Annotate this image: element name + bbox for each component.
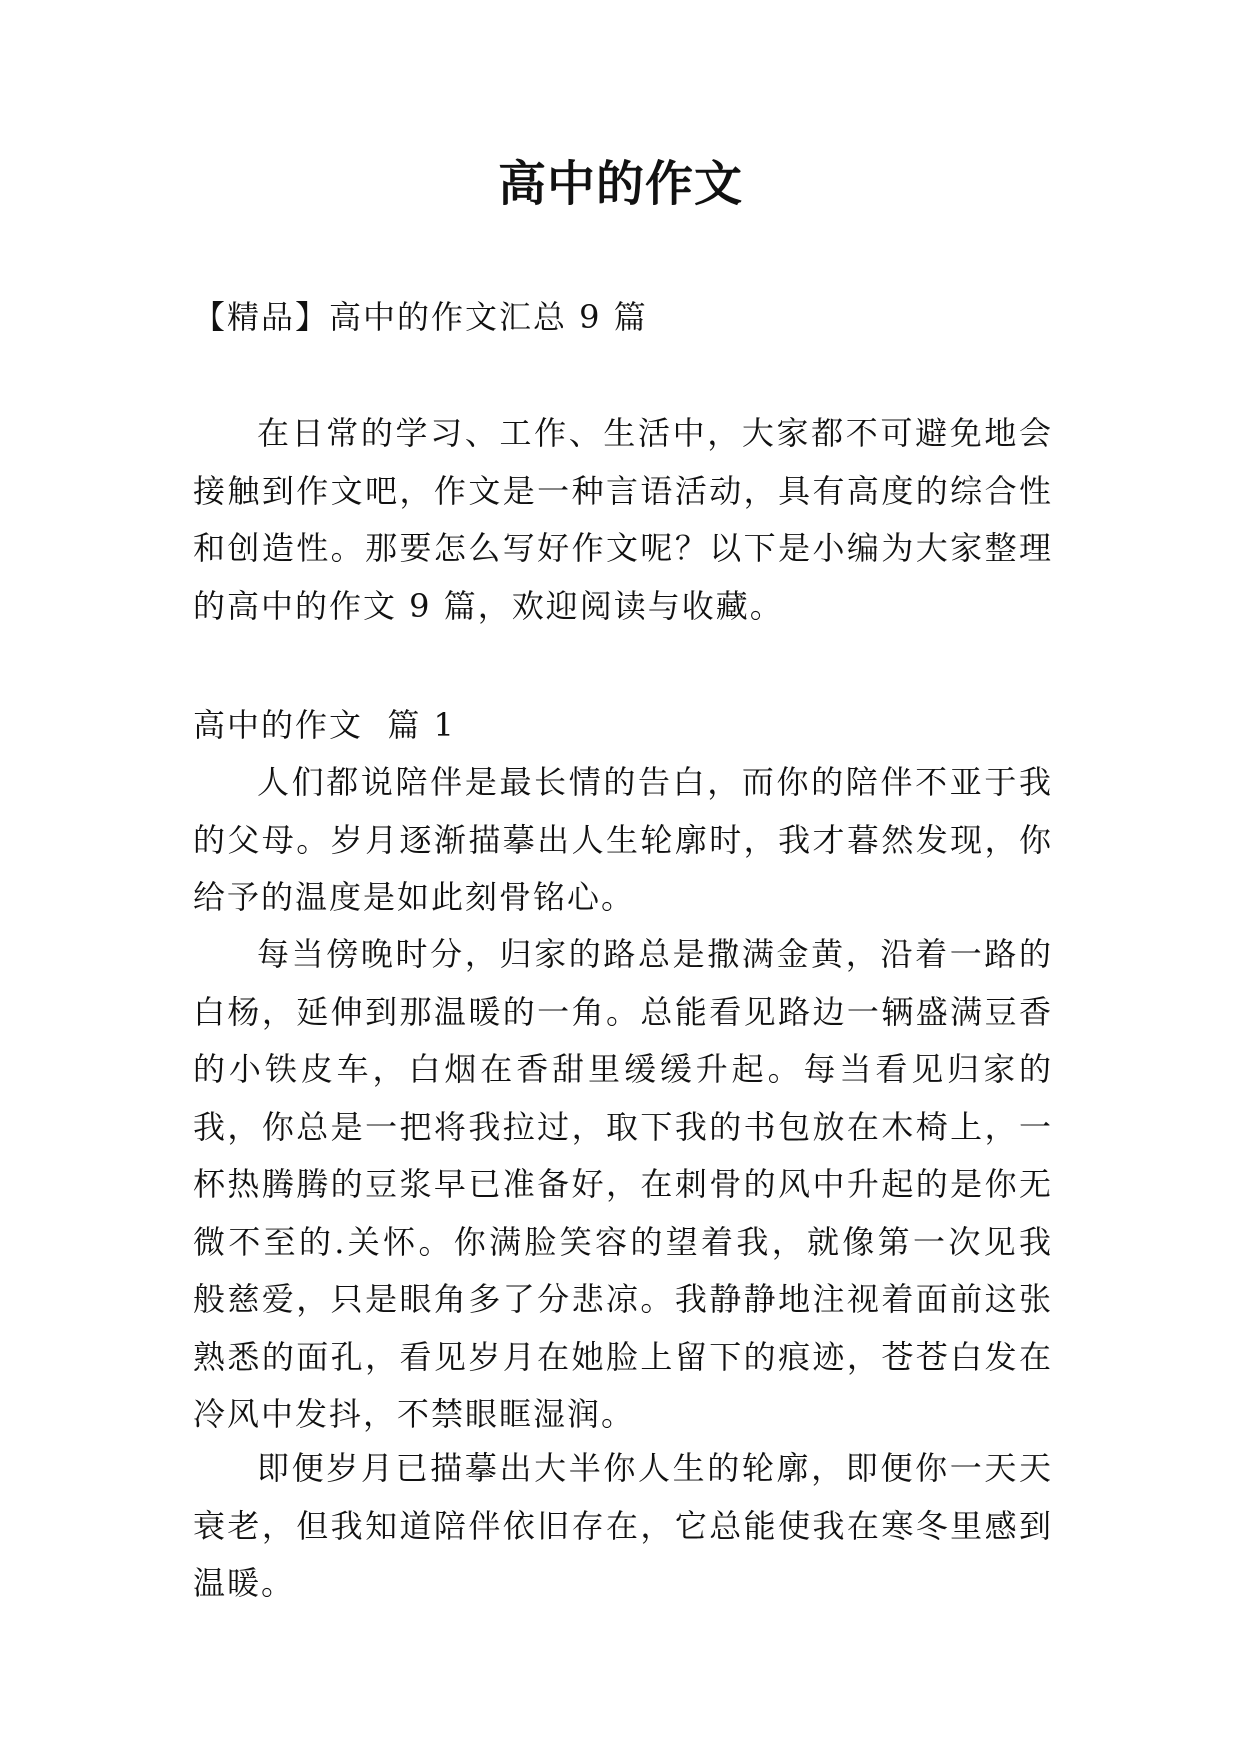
- intro-paragraph: 在日常的学习、工作、生活中，大家都不可避免地会接触到作文吧，作文是一种言语活动，具有高度的综合性和创造性。那要怎么写好作文呢？以下是小编为大家整理的高中的作文 9 篇，欢迎阅读与收藏。: [193, 414, 1053, 625]
- document-title: 高中的作文: [497, 156, 743, 212]
- body-paragraph-2: 每当傍晚时分，归家的路总是撒满金黄，沿着一路的白杨，延伸到那温暖的一角。总能看见路边一辆盛满豆香的小铁皮车，白烟在香甜里缓缓升起。每当看见归家的我，你总是一把将我拉过，取下我的书包放在木椅上，一杯热腾腾的豆浆早已准备好，在刺骨的风中升起的是你无微不至的.关怀。你满脸笑容的望着我，就像第一次见我般慈爱，只是眼角多了分悲凉。我静静地注视着面前这张熟悉的面孔，看见岁月在她脸上留下的痕迹，苍苍白发在冷风中发抖，不禁眼眶湿润。: [193, 935, 1053, 1433]
- section-heading: 高中的作文 篇 1: [193, 706, 456, 744]
- body-paragraph-3: 即便岁月已描摹出大半你人生的轮廓，即便你一天天衰老，但我知道陪伴依旧存在，它总能使我在寒冬里感到温暖。: [193, 1449, 1053, 1602]
- document-subtitle: 【精品】高中的作文汇总 9 篇: [193, 298, 648, 336]
- body-paragraph-1: 人们都说陪伴是最长情的告白，而你的陪伴不亚于我的父母。岁月逐渐描摹出人生轮廓时，我才暮然发现，你给予的温度是如此刻骨铭心。: [193, 763, 1053, 916]
